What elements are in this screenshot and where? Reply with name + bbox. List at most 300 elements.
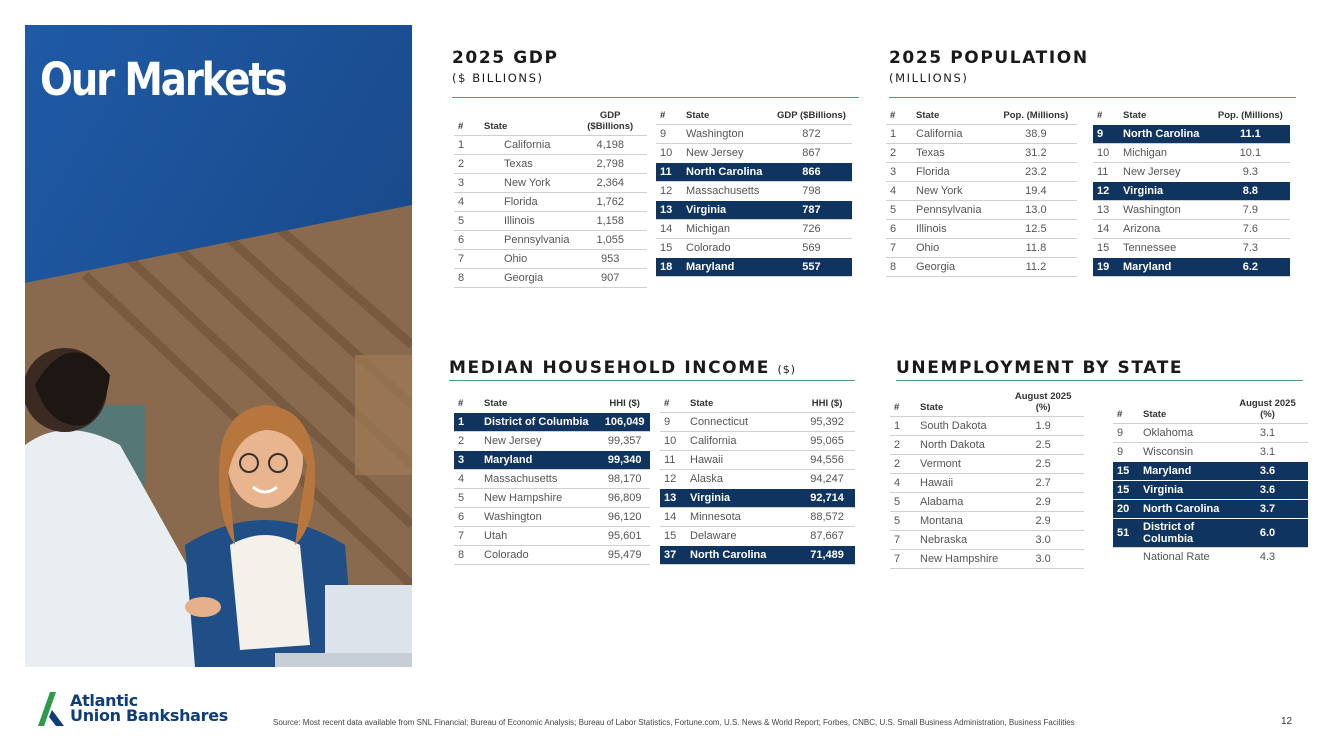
cell-rank: 15 xyxy=(660,527,686,546)
cell-rank: 14 xyxy=(660,508,686,527)
gdp-subtitle: ($ BILLIONS) xyxy=(452,71,544,85)
table-row xyxy=(454,413,650,432)
table-row xyxy=(1093,201,1290,220)
cell-rank: 5 xyxy=(890,493,916,512)
table-row xyxy=(890,417,1084,436)
cell-value: 7.6 xyxy=(1211,220,1290,239)
cell-state: Maryland xyxy=(682,258,771,277)
cell-rank: 12 xyxy=(1093,182,1119,201)
table-row xyxy=(656,125,852,144)
cell-state: New Hampshire xyxy=(916,550,1002,569)
cell-state: Pennsylvania xyxy=(912,201,995,220)
population-subtitle: (MILLIONS) xyxy=(889,71,969,85)
cell-value: 95,601 xyxy=(599,527,650,546)
table-row xyxy=(890,436,1084,455)
cell-value: 557 xyxy=(771,258,852,277)
cell-rank: 5 xyxy=(886,201,912,220)
col-value: Pop. (Millions) xyxy=(1217,110,1283,121)
cell-rank: 18 xyxy=(656,258,682,277)
cell-value: 99,340 xyxy=(599,451,650,470)
table-row xyxy=(886,182,1077,201)
cell-value: 95,392 xyxy=(799,413,855,432)
cell-value: 95,065 xyxy=(799,432,855,451)
cell-state: New Jersey xyxy=(682,144,771,163)
cell-value: 38.9 xyxy=(995,125,1077,144)
cell-rank: 15 xyxy=(656,239,682,258)
table-row xyxy=(656,239,852,258)
table-row xyxy=(656,163,852,182)
cell-state: Massachusetts xyxy=(682,182,771,201)
col-value: Pop. (Millions) xyxy=(1003,110,1069,121)
cell-rank: 3 xyxy=(454,174,480,193)
page-title: Our Markets xyxy=(40,53,286,106)
cell-state: California xyxy=(912,125,995,144)
cell-state: Georgia xyxy=(912,258,995,277)
unemployment-table-left xyxy=(890,391,1084,569)
cell-state: Connecticut xyxy=(686,413,799,432)
cell-value: 7.3 xyxy=(1211,239,1290,258)
table-row xyxy=(454,250,647,269)
cell-value: 8.8 xyxy=(1211,182,1290,201)
cell-rank: 3 xyxy=(454,451,480,470)
table-row xyxy=(660,546,855,565)
cell-state: Washington xyxy=(1119,201,1211,220)
cell-state: Utah xyxy=(480,527,599,546)
cell-value: 19.4 xyxy=(995,182,1077,201)
hero-photo xyxy=(25,25,412,667)
cell-value: 98,170 xyxy=(599,470,650,489)
cell-state: Oklahoma xyxy=(1139,424,1227,443)
cell-rank: 15 xyxy=(1113,481,1139,500)
col-rank: # xyxy=(894,402,900,413)
cell-value: 872 xyxy=(771,125,852,144)
cell-rank: 9 xyxy=(660,413,686,432)
col-state: State xyxy=(484,121,508,132)
cell-rank: 7 xyxy=(886,239,912,258)
cell-rank: 13 xyxy=(656,201,682,220)
cell-state: Ohio xyxy=(912,239,995,258)
cell-value: 2,798 xyxy=(573,155,647,174)
cell-value: 92,714 xyxy=(799,489,855,508)
table-row xyxy=(656,182,852,201)
cell-state: Pennsylvania xyxy=(480,231,573,250)
col-value: GDP ($Billions) xyxy=(587,110,634,132)
cell-value: 798 xyxy=(771,182,852,201)
cell-rank: 8 xyxy=(886,258,912,277)
col-rank: # xyxy=(660,110,666,121)
cell-state: Alaska xyxy=(686,470,799,489)
cell-value: 106,049 xyxy=(599,413,650,432)
cell-state: Ohio xyxy=(480,250,573,269)
cell-value: 99,357 xyxy=(599,432,650,451)
table-row xyxy=(890,493,1084,512)
cell-rank: 51 xyxy=(1113,519,1139,548)
cell-rank: 14 xyxy=(656,220,682,239)
cell-rank: 5 xyxy=(454,212,480,231)
unemployment-rule xyxy=(896,380,1303,381)
cell-state: Hawaii xyxy=(916,474,1002,493)
table-row xyxy=(454,155,647,174)
cell-value: 2.5 xyxy=(1002,436,1084,455)
table-row xyxy=(660,413,855,432)
cell-value: 2.7 xyxy=(1002,474,1084,493)
cell-value: 11.2 xyxy=(995,258,1077,277)
table-row xyxy=(660,527,855,546)
cell-rank: 7 xyxy=(454,250,480,269)
table-row xyxy=(454,136,647,155)
cell-state: North Dakota xyxy=(916,436,1002,455)
table-row xyxy=(886,144,1077,163)
cell-state: New Jersey xyxy=(480,432,599,451)
cell-state: Virginia xyxy=(1139,481,1227,500)
cell-state: Tennessee xyxy=(1119,239,1211,258)
cell-rank: 10 xyxy=(1093,144,1119,163)
col-state: State xyxy=(1123,110,1147,121)
atlantic-union-logo-icon xyxy=(38,690,68,726)
income-title-text: MEDIAN HOUSEHOLD INCOME xyxy=(449,358,770,378)
cell-value: 3.0 xyxy=(1002,550,1084,569)
cell-value: 3.6 xyxy=(1227,481,1308,500)
cell-value: 96,120 xyxy=(599,508,650,527)
logo-line2: Union Bankshares xyxy=(70,706,229,725)
cell-rank: 9 xyxy=(1113,443,1139,462)
table-row xyxy=(454,470,650,489)
cell-value: 10.1 xyxy=(1211,144,1290,163)
cell-state: Maryland xyxy=(480,451,599,470)
col-value: HHI ($) xyxy=(609,398,640,409)
table-row xyxy=(454,489,650,508)
table-row xyxy=(454,527,650,546)
cell-state: Montana xyxy=(916,512,1002,531)
cell-state: North Carolina xyxy=(1119,125,1211,144)
table-row xyxy=(454,451,650,470)
table-row xyxy=(454,231,647,250)
table-row xyxy=(890,550,1084,569)
cell-value: 3.1 xyxy=(1227,443,1308,462)
table-row xyxy=(656,201,852,220)
cell-value: 31.2 xyxy=(995,144,1077,163)
cell-value: 6.0 xyxy=(1227,519,1308,548)
table-row xyxy=(886,220,1077,239)
gdp-rule xyxy=(452,97,859,98)
table-row xyxy=(1093,258,1290,277)
cell-state: Alabama xyxy=(916,493,1002,512)
cell-rank: 7 xyxy=(454,527,480,546)
cell-rank: 2 xyxy=(890,455,916,474)
cell-value: 9.3 xyxy=(1211,163,1290,182)
income-table-right xyxy=(660,398,855,565)
cell-rank: 11 xyxy=(1093,163,1119,182)
cell-rank: 7 xyxy=(890,550,916,569)
cell-rank: 1 xyxy=(886,125,912,144)
income-title-unit: ($) xyxy=(777,363,797,376)
table-row xyxy=(1093,239,1290,258)
cell-rank: 11 xyxy=(660,451,686,470)
col-rank: # xyxy=(458,398,464,409)
cell-state: Texas xyxy=(480,155,573,174)
cell-state: Nebraska xyxy=(916,531,1002,550)
population-table-right xyxy=(1093,110,1290,277)
cell-rank: 5 xyxy=(890,512,916,531)
income-rule xyxy=(449,380,855,381)
table-row xyxy=(1113,519,1308,548)
cell-value: 11.1 xyxy=(1211,125,1290,144)
cell-rank: 2 xyxy=(890,436,916,455)
col-rank: # xyxy=(1097,110,1103,121)
cell-rank: 6 xyxy=(454,508,480,527)
cell-value: 3.1 xyxy=(1227,424,1308,443)
table-row xyxy=(660,432,855,451)
cell-state: Florida xyxy=(480,193,573,212)
cell-rank: 1 xyxy=(454,413,480,432)
cell-value: 866 xyxy=(771,163,852,182)
cell-rank: 12 xyxy=(660,470,686,489)
national-rate-label: National Rate xyxy=(1139,548,1227,567)
gdp-table-left xyxy=(454,110,647,288)
cell-value: 1.9 xyxy=(1002,417,1084,436)
cell-state: Texas xyxy=(912,144,995,163)
col-value: August 2025 (%) xyxy=(1239,398,1296,420)
income-table-left xyxy=(454,398,650,565)
cell-state: North Carolina xyxy=(1139,500,1227,519)
unemployment-title: UNEMPLOYMENT BY STATE xyxy=(896,358,1184,378)
cell-state: Virginia xyxy=(682,201,771,220)
cell-value: 569 xyxy=(771,239,852,258)
cell-value: 87,667 xyxy=(799,527,855,546)
table-row xyxy=(886,258,1077,277)
cell-value: 71,489 xyxy=(799,546,855,565)
cell-state: Michigan xyxy=(682,220,771,239)
gdp-table-right xyxy=(656,110,852,277)
col-rank: # xyxy=(458,121,464,132)
col-rank: # xyxy=(664,398,670,409)
cell-rank: 10 xyxy=(660,432,686,451)
cell-value: 2.9 xyxy=(1002,493,1084,512)
cell-rank: 1 xyxy=(890,417,916,436)
cell-rank: 11 xyxy=(656,163,682,182)
cell-value: 907 xyxy=(573,269,647,288)
cell-rank: 9 xyxy=(1093,125,1119,144)
population-title: 2025 POPULATION xyxy=(889,48,1089,68)
table-row xyxy=(1113,500,1308,519)
table-row xyxy=(660,508,855,527)
table-row xyxy=(1093,144,1290,163)
cell-state: District of Columbia xyxy=(480,413,599,432)
cell-state: Arizona xyxy=(1119,220,1211,239)
cell-rank: 7 xyxy=(890,531,916,550)
col-value: HHI ($) xyxy=(811,398,843,409)
cell-state: California xyxy=(686,432,799,451)
table-row xyxy=(454,546,650,565)
col-value: GDP ($Billions) xyxy=(776,110,846,121)
cell-state: New Hampshire xyxy=(480,489,599,508)
cell-rank: 10 xyxy=(656,144,682,163)
cell-rank: 19 xyxy=(1093,258,1119,277)
cell-value: 6.2 xyxy=(1211,258,1290,277)
cell-rank: 8 xyxy=(454,269,480,288)
table-row xyxy=(656,144,852,163)
cell-value: 2.5 xyxy=(1002,455,1084,474)
cell-state: New York xyxy=(480,174,573,193)
table-row xyxy=(454,269,647,288)
cell-state: Wisconsin xyxy=(1139,443,1227,462)
cell-value: 96,809 xyxy=(599,489,650,508)
cell-value: 94,556 xyxy=(799,451,855,470)
cell-rank: 2 xyxy=(454,155,480,174)
table-row xyxy=(454,508,650,527)
cell-rank: 9 xyxy=(1113,424,1139,443)
cell-state: South Dakota xyxy=(916,417,1002,436)
cell-value: 3.0 xyxy=(1002,531,1084,550)
cell-value: 726 xyxy=(771,220,852,239)
cell-state: Massachusetts xyxy=(480,470,599,489)
cell-rank: 12 xyxy=(656,182,682,201)
cell-state: Virginia xyxy=(686,489,799,508)
cell-state: Maryland xyxy=(1119,258,1211,277)
col-state: State xyxy=(920,402,944,413)
table-row xyxy=(660,470,855,489)
cell-value: 3.7 xyxy=(1227,500,1308,519)
cell-rank: 13 xyxy=(660,489,686,508)
cell-value: 953 xyxy=(573,250,647,269)
logo-wordmark xyxy=(70,693,228,723)
table-row xyxy=(890,512,1084,531)
table-row xyxy=(1113,424,1308,443)
cell-value: 23.2 xyxy=(995,163,1077,182)
table-row xyxy=(656,258,852,277)
cell-rank: 6 xyxy=(454,231,480,250)
cell-value: 7.9 xyxy=(1211,201,1290,220)
table-row xyxy=(886,125,1077,144)
cell-state: District of Columbia xyxy=(1139,519,1227,548)
cell-value: 1,055 xyxy=(573,231,647,250)
table-row xyxy=(1093,220,1290,239)
cell-state: Illinois xyxy=(480,212,573,231)
cell-rank: 6 xyxy=(886,220,912,239)
cell-value: 867 xyxy=(771,144,852,163)
col-state: State xyxy=(484,398,508,409)
cell-value: 3.6 xyxy=(1227,462,1308,481)
table-row xyxy=(1113,481,1308,500)
cell-state: Colorado xyxy=(682,239,771,258)
col-value: August 2025 (%) xyxy=(1014,391,1072,413)
cell-state: Virginia xyxy=(1119,182,1211,201)
cell-state: New Jersey xyxy=(1119,163,1211,182)
table-row xyxy=(454,432,650,451)
cell-state: Delaware xyxy=(686,527,799,546)
cell-state: Vermont xyxy=(916,455,1002,474)
cell-value: 2,364 xyxy=(573,174,647,193)
cell-state: Michigan xyxy=(1119,144,1211,163)
cell-rank: 4 xyxy=(454,470,480,489)
table-row xyxy=(656,220,852,239)
cell-value: 11.8 xyxy=(995,239,1077,258)
cell-rank: 5 xyxy=(454,489,480,508)
table-row xyxy=(454,212,647,231)
table-row xyxy=(660,489,855,508)
table-row xyxy=(660,451,855,470)
col-rank: # xyxy=(890,110,896,121)
gdp-title: 2025 GDP xyxy=(452,48,559,68)
cell-value: 94,247 xyxy=(799,470,855,489)
col-state: State xyxy=(686,110,710,121)
cell-rank: 4 xyxy=(890,474,916,493)
col-state: State xyxy=(916,110,940,121)
cell-rank: 4 xyxy=(886,182,912,201)
cell-rank: 1 xyxy=(454,136,480,155)
income-title xyxy=(449,358,796,378)
cell-rank: 3 xyxy=(886,163,912,182)
table-row xyxy=(890,455,1084,474)
cell-state: Illinois xyxy=(912,220,995,239)
hero-image-panel xyxy=(25,25,412,667)
page-number: 12 xyxy=(1281,716,1293,727)
cell-state: Minnesota xyxy=(686,508,799,527)
cell-state: Colorado xyxy=(480,546,599,565)
cell-value: 4,198 xyxy=(573,136,647,155)
cell-value: 88,572 xyxy=(799,508,855,527)
cell-rank: 2 xyxy=(454,432,480,451)
col-rank: # xyxy=(1117,409,1123,420)
cell-rank: 2 xyxy=(886,144,912,163)
cell-value: 95,479 xyxy=(599,546,650,565)
cell-state: Maryland xyxy=(1139,462,1227,481)
table-row xyxy=(1113,443,1308,462)
table-row xyxy=(886,201,1077,220)
unemployment-table-right xyxy=(1113,398,1308,566)
table-row xyxy=(1113,462,1308,481)
cell-state: North Carolina xyxy=(682,163,771,182)
table-row xyxy=(886,163,1077,182)
table-row xyxy=(890,531,1084,550)
table-row xyxy=(890,474,1084,493)
source-note: Source: Most recent data available from SNL Financial; Bureau of Economic Analysis; Bureau of Labor Statistics, Fortune.com, U.S. News & World Report; Forbes, CNBC, U.S. Small Business Administration, Business Facilities xyxy=(273,718,1075,727)
cell-rank: 4 xyxy=(454,193,480,212)
cell-rank: 15 xyxy=(1113,462,1139,481)
cell-state: Hawaii xyxy=(686,451,799,470)
col-state: State xyxy=(1143,409,1167,420)
population-table-left xyxy=(886,110,1077,277)
col-state: State xyxy=(690,398,714,409)
cell-value: 1,158 xyxy=(573,212,647,231)
cell-state: Georgia xyxy=(480,269,573,288)
national-rate-rank xyxy=(1113,548,1139,567)
cell-state: North Carolina xyxy=(686,546,799,565)
cell-rank: 9 xyxy=(656,125,682,144)
cell-rank: 15 xyxy=(1093,239,1119,258)
population-rule xyxy=(889,97,1296,98)
national-rate-value: 4.3 xyxy=(1227,548,1308,567)
cell-rank: 20 xyxy=(1113,500,1139,519)
cell-rank: 37 xyxy=(660,546,686,565)
cell-value: 1,762 xyxy=(573,193,647,212)
cell-value: 13.0 xyxy=(995,201,1077,220)
cell-value: 12.5 xyxy=(995,220,1077,239)
cell-rank: 14 xyxy=(1093,220,1119,239)
cell-state: Florida xyxy=(912,163,995,182)
cell-rank: 8 xyxy=(454,546,480,565)
table-row xyxy=(1093,125,1290,144)
table-row xyxy=(1093,182,1290,201)
cell-state: New York xyxy=(912,182,995,201)
cell-rank: 13 xyxy=(1093,201,1119,220)
cell-value: 2.9 xyxy=(1002,512,1084,531)
cell-value: 787 xyxy=(771,201,852,220)
cell-state: Washington xyxy=(480,508,599,527)
table-row xyxy=(1093,163,1290,182)
table-row xyxy=(454,193,647,212)
cell-state: California xyxy=(480,136,573,155)
